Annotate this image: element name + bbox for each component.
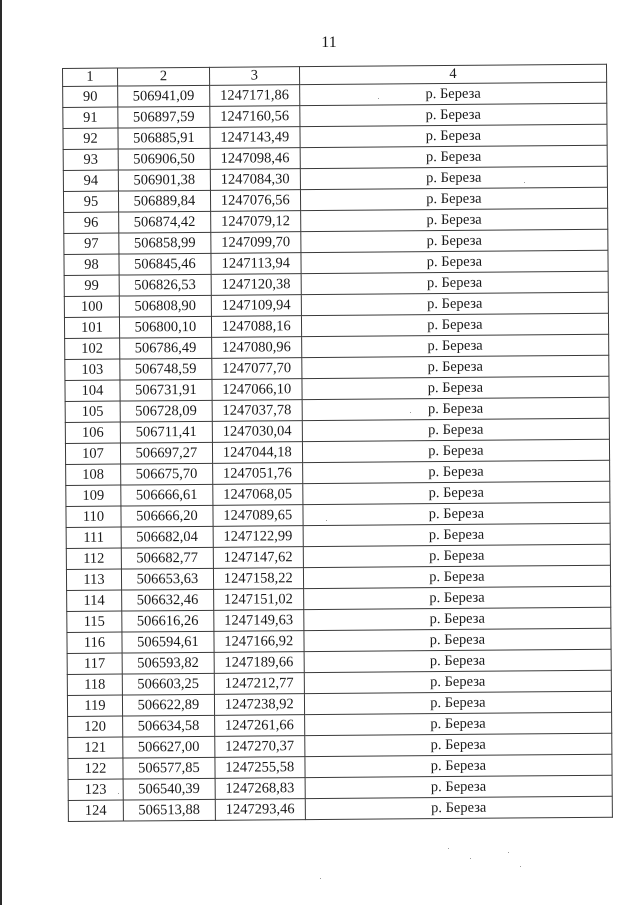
description-cell: р. Береза <box>301 313 608 336</box>
x-coordinate-cell: 506682,04 <box>121 526 213 548</box>
y-coordinate-cell: 1247080,96 <box>211 337 301 359</box>
point-number-cell: 114 <box>67 590 122 611</box>
scan-speck <box>118 793 119 794</box>
y-coordinate-cell: 1247160,56 <box>210 106 300 128</box>
y-coordinate-cell: 1247030,04 <box>212 421 302 443</box>
point-number-cell: 111 <box>66 527 121 548</box>
point-number-cell: 120 <box>68 716 123 737</box>
point-number-cell: 105 <box>65 401 120 422</box>
table-body <box>63 82 613 821</box>
y-coordinate-cell: 1247079,12 <box>210 211 300 233</box>
scan-speck <box>470 858 471 859</box>
y-coordinate-cell: 1247189,66 <box>214 652 304 674</box>
x-coordinate-cell: 506731,91 <box>120 379 212 401</box>
description-cell: р. Береза <box>303 586 610 609</box>
description-cell: р. Береза <box>304 649 611 672</box>
x-coordinate-cell: 506858,99 <box>119 232 211 254</box>
point-number-cell: 112 <box>66 548 121 569</box>
description-cell: р. Береза <box>300 103 607 126</box>
y-coordinate-cell: 1247255,58 <box>215 757 305 779</box>
y-coordinate-cell: 1247088,16 <box>211 316 301 338</box>
point-number-cell: 106 <box>65 422 120 443</box>
point-number-cell: 122 <box>68 758 123 779</box>
x-coordinate-cell: 506540,39 <box>123 778 215 800</box>
point-number-cell: 110 <box>66 506 121 527</box>
point-number-cell: 93 <box>63 149 118 170</box>
description-cell: р. Береза <box>300 166 607 189</box>
scan-speck <box>320 878 321 879</box>
point-number-cell: 100 <box>64 296 119 317</box>
description-cell: р. Береза <box>303 544 610 567</box>
point-number-cell: 119 <box>67 695 122 716</box>
x-coordinate-cell: 506800,10 <box>119 316 211 338</box>
point-number-cell: 117 <box>67 653 122 674</box>
coordinates-table <box>62 64 613 822</box>
y-coordinate-cell: 1247149,63 <box>214 610 304 632</box>
x-coordinate-cell: 506941,09 <box>118 85 210 107</box>
description-cell: р. Береза <box>302 376 609 399</box>
description-cell: р. Береза <box>299 82 606 105</box>
description-cell: р. Береза <box>302 397 609 420</box>
description-cell: р. Береза <box>300 145 607 168</box>
y-coordinate-cell: 1247166,92 <box>214 631 304 653</box>
point-number-cell: 113 <box>66 569 121 590</box>
description-cell: р. Береза <box>304 733 611 756</box>
description-cell: р. Береза <box>304 628 611 651</box>
x-coordinate-cell: 506594,61 <box>122 631 214 653</box>
y-coordinate-cell: 1247098,46 <box>210 148 300 170</box>
scan-speck <box>520 866 521 867</box>
scan-speck <box>524 182 525 183</box>
point-number-cell: 94 <box>63 170 118 191</box>
y-coordinate-cell: 1247099,70 <box>211 232 301 254</box>
y-coordinate-cell: 1247238,92 <box>214 694 304 716</box>
description-cell: р. Береза <box>304 670 611 693</box>
y-coordinate-cell: 1247270,37 <box>215 736 305 758</box>
point-number-cell: 108 <box>66 464 121 485</box>
description-cell: р. Береза <box>304 712 611 735</box>
description-cell: р. Береза <box>305 796 612 819</box>
point-number-cell: 95 <box>63 191 118 212</box>
y-coordinate-cell: 1247084,30 <box>210 169 300 191</box>
column-header-x: 2 <box>117 67 209 86</box>
scan-speck <box>508 852 509 853</box>
scan-speck <box>448 848 449 849</box>
description-cell: р. Береза <box>300 187 607 210</box>
x-coordinate-cell: 506632,46 <box>121 589 213 611</box>
description-cell: р. Береза <box>303 481 610 504</box>
y-coordinate-cell: 1247113,94 <box>211 253 301 275</box>
x-coordinate-cell: 506885,91 <box>118 127 210 149</box>
point-number-cell: 104 <box>65 380 120 401</box>
x-coordinate-cell: 506826,53 <box>119 274 211 296</box>
y-coordinate-cell: 1247037,78 <box>212 400 302 422</box>
description-cell: р. Береза <box>303 607 610 630</box>
x-coordinate-cell: 506675,70 <box>121 463 213 485</box>
description-cell: р. Береза <box>301 334 608 357</box>
x-coordinate-cell: 506616,26 <box>122 610 214 632</box>
description-cell: р. Береза <box>301 250 608 273</box>
x-coordinate-cell: 506627,00 <box>123 736 215 758</box>
x-coordinate-cell: 506748,59 <box>120 358 212 380</box>
x-coordinate-cell: 506603,25 <box>122 673 214 695</box>
point-number-cell: 98 <box>64 254 119 275</box>
description-cell: р. Береза <box>300 124 607 147</box>
y-coordinate-cell: 1247120,38 <box>211 274 301 296</box>
description-cell: р. Береза <box>303 523 610 546</box>
point-number-cell: 90 <box>63 86 118 107</box>
column-header-number: 1 <box>63 68 118 86</box>
point-number-cell: 102 <box>65 338 120 359</box>
x-coordinate-cell: 506666,61 <box>121 484 213 506</box>
y-coordinate-cell: 1247051,76 <box>212 463 302 485</box>
column-header-description: 4 <box>299 64 606 84</box>
y-coordinate-cell: 1247171,86 <box>209 85 299 107</box>
y-coordinate-cell: 1247066,10 <box>212 379 302 401</box>
scan-left-edge <box>0 0 2 905</box>
point-number-cell: 116 <box>67 632 122 653</box>
x-coordinate-cell: 506901,38 <box>118 169 210 191</box>
description-cell: р. Береза <box>301 271 608 294</box>
description-cell: р. Береза <box>305 754 612 777</box>
y-coordinate-cell: 1247077,70 <box>212 358 302 380</box>
column-header-y: 3 <box>209 67 299 86</box>
description-cell: р. Береза <box>302 460 609 483</box>
x-coordinate-cell: 506897,59 <box>118 106 210 128</box>
point-number-cell: 97 <box>64 233 119 254</box>
x-coordinate-cell: 506593,82 <box>122 652 214 674</box>
y-coordinate-cell: 1247147,62 <box>213 547 303 569</box>
description-cell: р. Береза <box>301 229 608 252</box>
y-coordinate-cell: 1247268,83 <box>215 778 305 800</box>
description-cell: р. Береза <box>303 502 610 525</box>
x-coordinate-cell: 506808,90 <box>119 295 211 317</box>
x-coordinate-cell: 506634,58 <box>122 715 214 737</box>
description-cell: р. Береза <box>301 292 608 315</box>
x-coordinate-cell: 506622,89 <box>122 694 214 716</box>
point-number-cell: 123 <box>68 779 123 800</box>
y-coordinate-cell: 1247143,49 <box>210 127 300 149</box>
y-coordinate-cell: 1247151,02 <box>213 589 303 611</box>
point-number-cell: 107 <box>65 443 120 464</box>
description-cell: р. Береза <box>302 355 609 378</box>
y-coordinate-cell: 1247044,18 <box>212 442 302 464</box>
point-number-cell: 99 <box>64 275 119 296</box>
x-coordinate-cell: 506513,88 <box>123 799 215 821</box>
point-number-cell: 124 <box>68 800 123 821</box>
y-coordinate-cell: 1247293,46 <box>215 799 305 821</box>
description-cell: р. Береза <box>303 565 610 588</box>
x-coordinate-cell: 506874,42 <box>119 211 211 233</box>
x-coordinate-cell: 506653,63 <box>121 568 213 590</box>
x-coordinate-cell: 506711,41 <box>120 421 212 443</box>
scan-speck <box>378 98 379 99</box>
scan-speck <box>326 520 327 521</box>
point-number-cell: 103 <box>65 359 120 380</box>
x-coordinate-cell: 506728,09 <box>120 400 212 422</box>
y-coordinate-cell: 1247261,66 <box>214 715 304 737</box>
description-cell: р. Береза <box>305 775 612 798</box>
y-coordinate-cell: 1247122,99 <box>213 526 303 548</box>
y-coordinate-cell: 1247212,77 <box>214 673 304 695</box>
x-coordinate-cell: 506577,85 <box>123 757 215 779</box>
point-number-cell: 96 <box>64 212 119 233</box>
x-coordinate-cell: 506889,84 <box>118 190 210 212</box>
point-number-cell: 101 <box>64 317 119 338</box>
point-number-cell: 115 <box>67 611 122 632</box>
x-coordinate-cell: 506697,27 <box>120 442 212 464</box>
description-cell: р. Береза <box>304 691 611 714</box>
point-number-cell: 118 <box>67 674 122 695</box>
x-coordinate-cell: 506666,20 <box>121 505 213 527</box>
point-number-cell: 92 <box>63 128 118 149</box>
y-coordinate-cell: 1247158,22 <box>213 568 303 590</box>
y-coordinate-cell: 1247089,65 <box>213 505 303 527</box>
description-cell: р. Береза <box>300 208 607 231</box>
y-coordinate-cell: 1247068,05 <box>213 484 303 506</box>
description-cell: р. Береза <box>302 418 609 441</box>
point-number-cell: 91 <box>63 107 118 128</box>
table-row <box>68 796 612 821</box>
point-number-cell: 109 <box>66 485 121 506</box>
point-number-cell: 121 <box>68 737 123 758</box>
y-coordinate-cell: 1247109,94 <box>211 295 301 317</box>
description-cell: р. Береза <box>302 439 609 462</box>
page-number: 11 <box>321 34 337 51</box>
x-coordinate-cell: 506786,49 <box>120 337 212 359</box>
x-coordinate-cell: 506845,46 <box>119 253 211 275</box>
scan-speck <box>410 412 411 413</box>
x-coordinate-cell: 506906,50 <box>118 148 210 170</box>
x-coordinate-cell: 506682,77 <box>121 547 213 569</box>
y-coordinate-cell: 1247076,56 <box>210 190 300 212</box>
